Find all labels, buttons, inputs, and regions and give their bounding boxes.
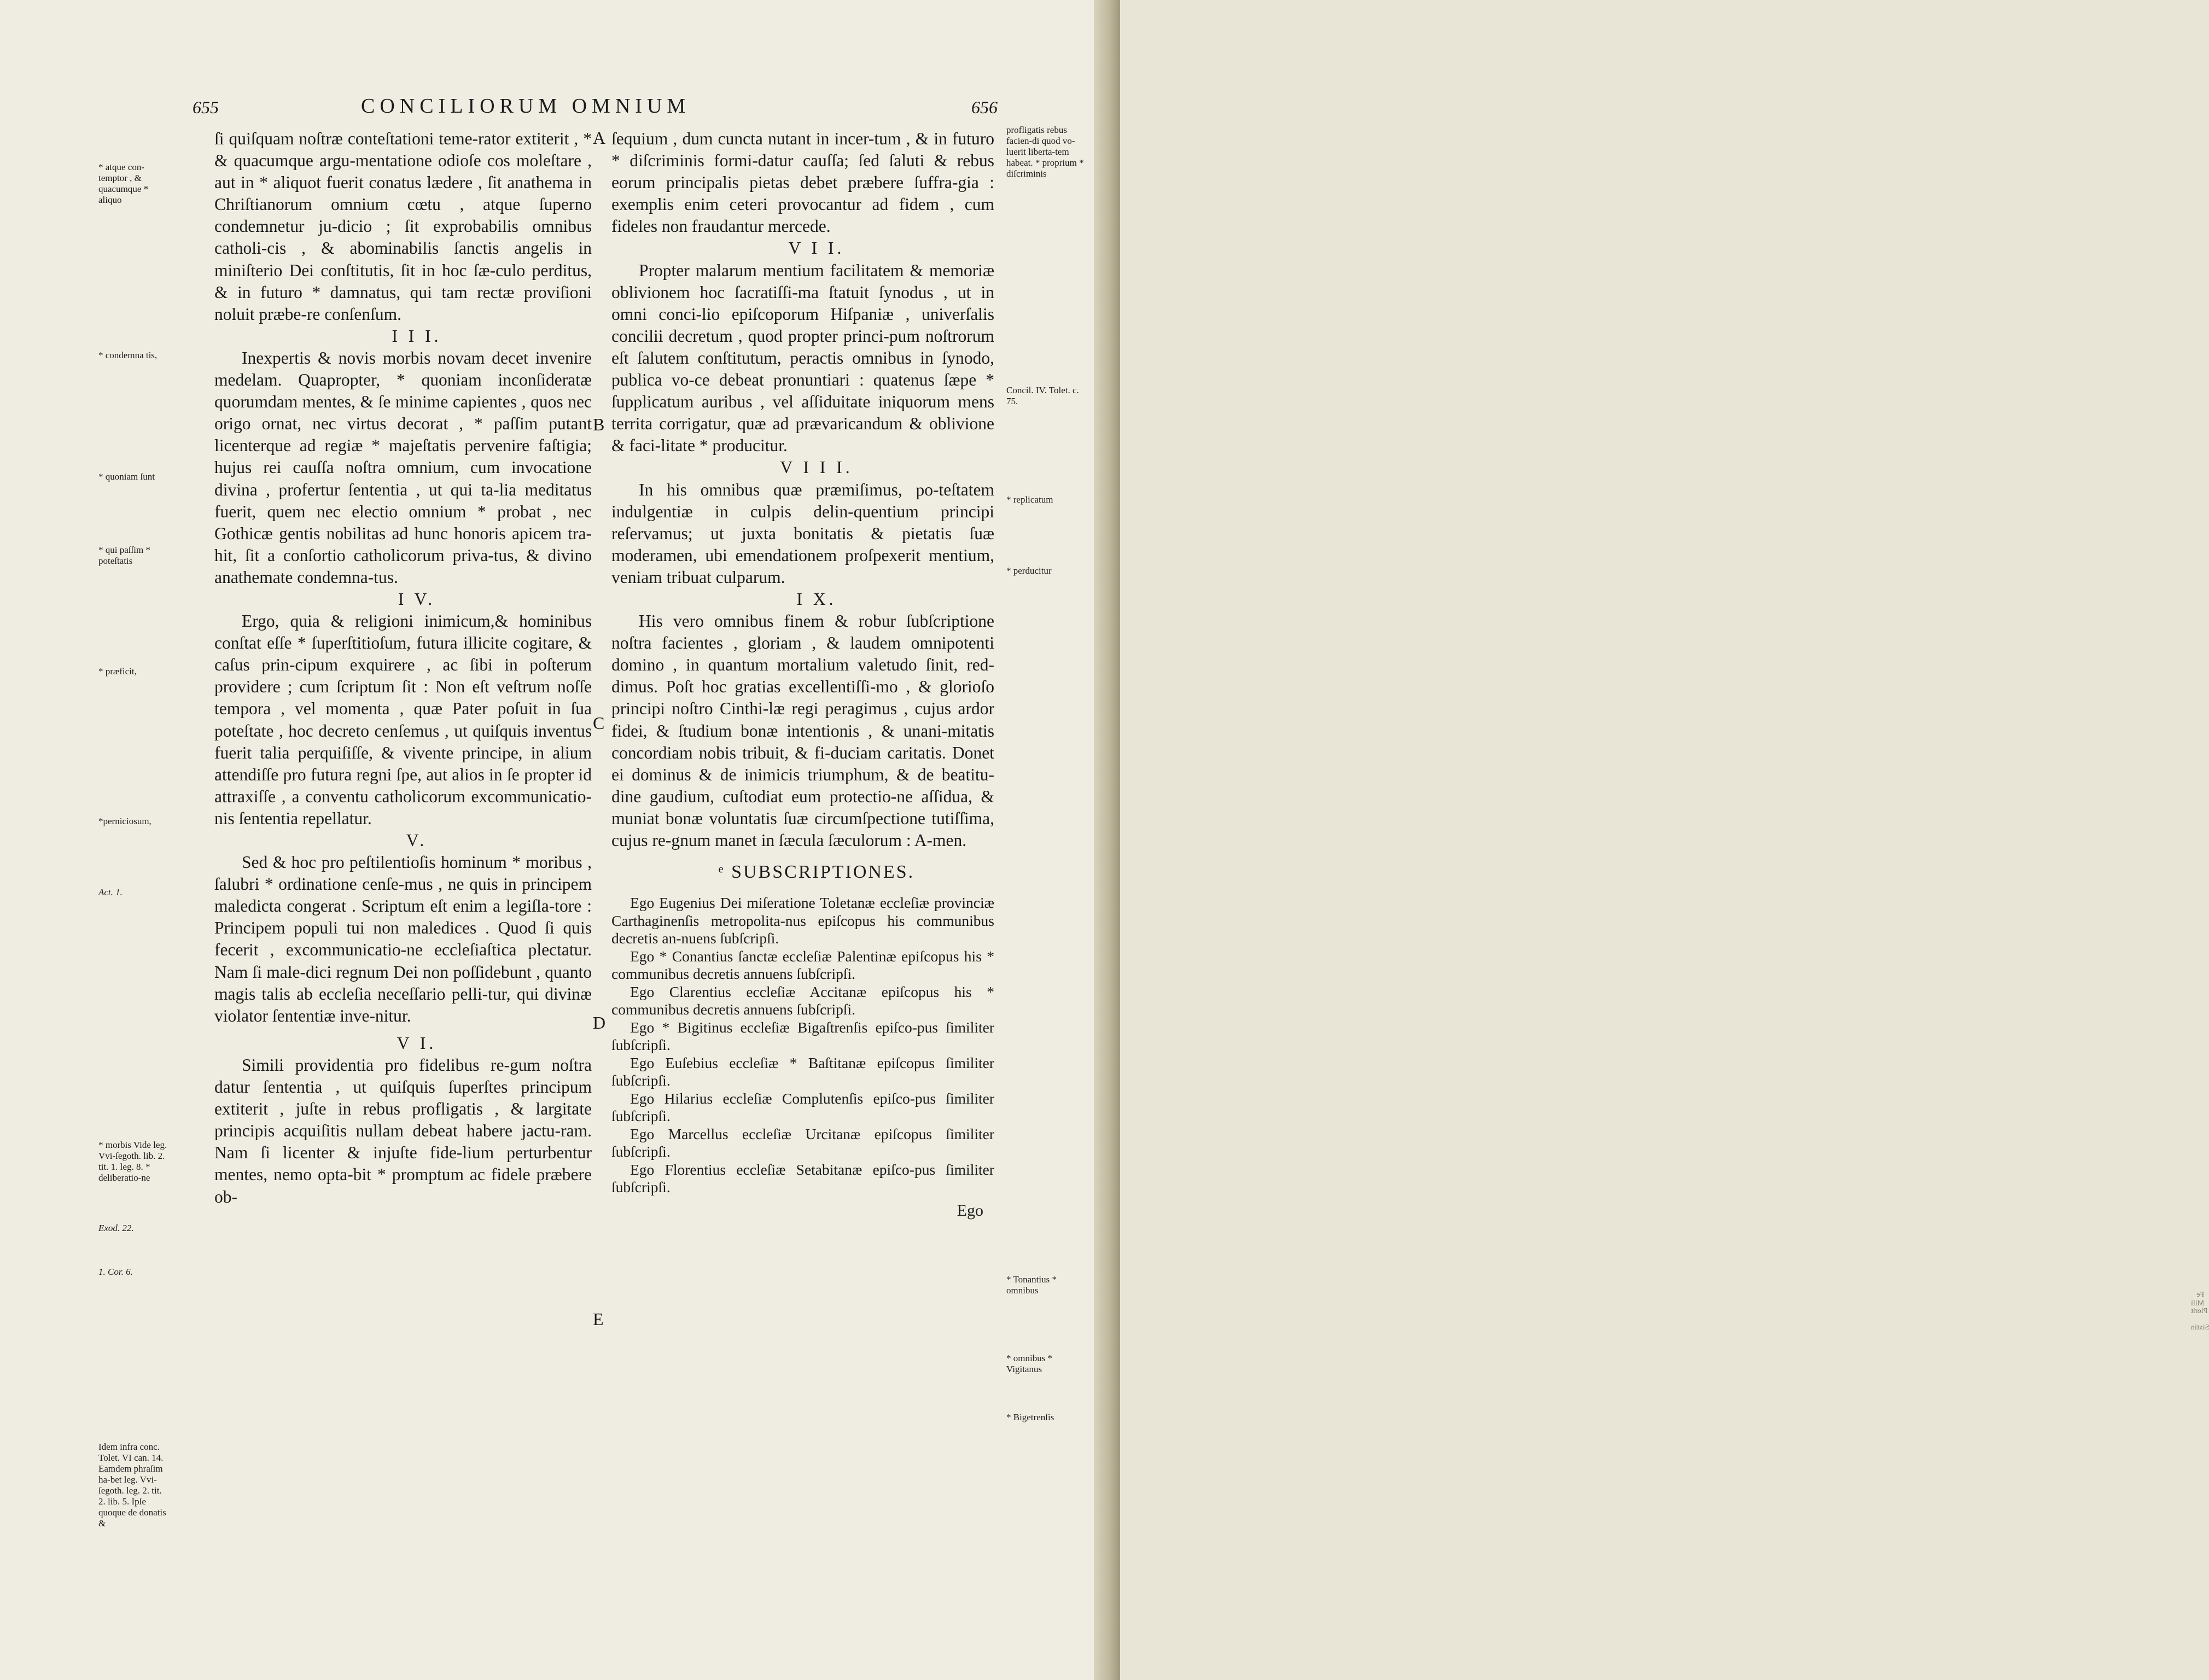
paragraph: ſi quiſquam noſtræ conteſtationi teme-rator extiterit , * & quacumque argu-mentatione odioſe cos moleſtare , aut in * aliquot fuerit conatus lædere , ſit anathema in Chriſtianorum omnium cœtu , atque ſuperno condemnetur ju-dicio ; ſit exprobabilis omnibus catholi-cis , & abominabilis ſanctis angelis in miniſterio Dei conſtitutis, ſit in hoc ſæ-culo perditus, & in futuro * damnatus, qui tam rectæ proviſioni noluit præbe-re conſenſum. xyxy=(214,129,592,324)
paragraph: Propter malarum mentium facilitatem & memoriæ oblivionem hoc ſacratiſſi-ma ſtatuit ſynodus , ut in omni conci-lio epiſcoporum Hiſpaniæ , univerſalis concilii decretum , quod propter princi-pum noſtrorum eſt ſalutem conſtitutum, peractis omnibus in ſynodo, publica vo-ce debeat pronuntiari : quatenus ſæpe * ſupplicatum auribus , vel aſſiduitate iniquorum mens territa corrigatur, quæ ad prævaricandum & oblivione & faci-litate * producitur. xyxy=(611,260,994,456)
section-heading: V. xyxy=(406,831,428,850)
paragraph: His vero omnibus finem & robur ſubſcriptione noſtra facientes , gloriam , & laudem omnipotenti domino , in quantum mortalium valetudo ſinit, red-dimus. Poſt hoc gratias excellentiſſi-mo , & glorioſo principi noſtro Cinthi-læ regi peragimus , cujus ardor fidei, & ſtudium bonæ intentionis , & unani-mitatis concordiam nobis tribuit, & fi-duciam caritatis. Donet ei dominus & de inimicis triumphum, & de beatitu-dine gaudium, cuſtodiat eum protectio-ne aſſidua, & muniat bonæ voluntatis ſuæ circumſpectione tutiſſima, cujus re-gnum manet in ſæcula ſæculorum : A-men. xyxy=(611,611,994,850)
margin-letter: B xyxy=(593,415,605,434)
paragraph: Inexpertis & novis morbis novam decet invenire medelam. Quapropter, * quoniam inconſideratæ quorumdam mentes, & ſe minime capientes , quos nec origo ornat, nec virtus decorat , * paſſim putant licenterque ad regiæ * majeſtatis pervenire faſtigia; hujus rei cauſſa noſtra omnium, cum invocatione divina , profertur ſententia , ut qui ta-lia meditatus fuerit, quem nec electio omnium * probat , nec Gothicæ gentis nobilitas ad hunc honoris apicem tra-hit, ſit a conſortio catholicorum priva-tus, & divino anathemate condemna-tus. xyxy=(214,348,592,587)
subscription-entry: Ego Florentius eccleſiæ Setabitanæ epiſco-pus ſimiliter ſubſcripſi. xyxy=(611,1160,994,1196)
margin-note: Act. 1. xyxy=(98,887,123,897)
left-text-column xyxy=(214,128,592,1208)
subscription-entry: Ego Hilarius eccleſiæ Complutenſis epiſco-pus ſimiliter ſubſcripſi. xyxy=(611,1089,994,1125)
margin-note: * omnibus * Vigitanus xyxy=(1006,1353,1053,1374)
subscription-entry: Ego Euſebius eccleſiæ * Baſtitanæ epiſcopus ſimiliter ſubſcripſi. xyxy=(611,1054,994,1089)
margin-note: Exod. 22. xyxy=(98,1223,134,1233)
paragraph: Ergo, quia & religioni inimicum,& hominibus conſtat eſſe * ſuperſtitioſum, futura illicite cogitare, & caſus prin-cipum exquirere , ac ſibi in poſterum providere ; cum ſcriptum ſit : Non eſt veſtrum noſſe tempora , vel momenta , quæ Pater poſuit in ſua poteſtate , hoc decreto cenſemus , ut quiſquis inventus fuerit talia perquiſiſſe, & vivente principe, in alium attendiſſe pro futura regni ſpe, aut alios in ſe propter id attraxiſſe , a conventu catholicorum excommunicatio-nis ſententia repellatur. xyxy=(214,611,592,828)
margin-note: * condemna tis, xyxy=(98,350,158,360)
margin-letter: C xyxy=(593,713,605,733)
running-title: CONCILIORUM OMNIUM xyxy=(361,95,691,118)
margin-note: Concil. IV. Tolet. c. 75. xyxy=(1006,385,1079,406)
margin-note: * replicatum xyxy=(1006,494,1053,505)
subscription-entry: Ego * Conantius ſanctæ eccleſiæ Palentinæ epiſcopus his * communibus decretis annuens ſubſcripſi. xyxy=(611,947,994,983)
margin-letter: E xyxy=(593,1309,604,1329)
section-heading: V I I. xyxy=(788,238,845,258)
section-heading: I X. xyxy=(796,589,837,609)
bleed-text: Fe Mili xyxy=(2191,1291,2205,1308)
page-number-left: 655 xyxy=(193,97,219,117)
subscriptions-list xyxy=(611,894,994,1197)
paragraph: Sed & hoc pro peſtilentioſis hominum * moribus , ſalubri * ordinatione cenſe-mus , ne quis in principem maledicta congerat . Scriptum eſt enim a legiſla-tore : Principem populi tui non maledices . Quod ſi quis fecerit , excommunicatio-ne eccleſiaſtica plectatur. Nam ſi male-dici regnum Dei non poſſidebunt , quanto magis talis ab eccleſia neceſſario pelli-tur, qui divinæ violator ſententiæ inve-nitur. xyxy=(214,853,592,1025)
margin-letter: A xyxy=(593,128,606,148)
subscriptions-heading: ᵉ SUBSCRIPTIONES. xyxy=(718,862,915,883)
margin-note: 1. Cor. 6. xyxy=(98,1267,133,1277)
page-number-right: 656 xyxy=(971,97,998,117)
book-fore-edge xyxy=(1094,0,2209,1680)
margin-note: Idem infra conc. Tolet. VI can. 14. Eamdem phraſim ha-bet leg. Vvi-ſegoth. leg. 2. tit. 2. lib. 5. Ipſe quoque de donatis & xyxy=(98,1442,166,1529)
margin-note: * atque con-temptor , & quacumque * aliquo xyxy=(98,162,149,205)
paragraph: Simili providentia pro fidelibus re-gum noſtra datur ſententia , ut quiſquis ſuperſtes principum extiterit , juſte in rebus profligatis , & largitate principis acquiſitis nullam debeat habere jactu-ram. Nam ſi licenter & injuſte fide-lium perturbentur mentes, nemo opta-bit * promptum ac fidele præbere ob- xyxy=(214,1055,592,1206)
margin-letter: D xyxy=(593,1013,606,1032)
running-header xyxy=(0,94,1094,127)
section-heading: I I I. xyxy=(392,326,442,346)
paragraph: In his omnibus quæ præmiſimus, po-teſtatem indulgentiæ in culpis delin-quentium principi reſervamus; ut juxta bonitatis & pietatis ſuæ moderamen, ubi emendationem proſpexerit mentium, veniam tribuat culparum. xyxy=(611,480,994,587)
margin-note: * Bigetrenſis xyxy=(1006,1412,1054,1422)
subscription-entry: Ego Marcellus eccleſiæ Urcitanæ epiſcopus ſimiliter ſubſcripſi. xyxy=(611,1125,994,1160)
section-heading: V I I I. xyxy=(780,458,853,477)
book-page xyxy=(0,0,1094,1680)
subscription-entry: Ego Clarentius eccleſiæ Accitanæ epiſcopus his * communibus decretis annuens ſubſcripſi. xyxy=(611,983,994,1018)
margin-note: * qui paſſim * poteſtatis xyxy=(98,545,150,566)
bleed-text: Sixtin xyxy=(2191,1323,2209,1332)
margin-note: profligatis rebus facien-di quod vo-luerit liberta-tem habeat. * proprium * diſcriminis xyxy=(1006,125,1084,179)
catchword: Ego xyxy=(957,1201,983,1220)
subscription-entry: Ego Eugenius Dei miſeratione Toletanæ eccleſiæ provinciæ Carthaginenſis metropolita-nus epiſcopus his communibus decretis an-nuens ſubſcripſi. xyxy=(611,894,994,947)
paragraph: ſequium , dum cuncta nutant in incer-tum , & in futuro * diſcriminis formi-datur cauſſa; ſed ſaluti & rebus eorum principalis pietas debet præbere ſuffra-gia : exemplis enim ceteri provocantur ad fidem , cum fideles non fraudantur mercede. xyxy=(611,129,994,236)
subscription-entry: Ego * Bigitinus eccleſiæ Bigaſtrenſis epiſco-pus ſimiliter ſubſcripſi. xyxy=(611,1018,994,1054)
bleed-text: Pierit xyxy=(2191,1307,2208,1315)
margin-note: * quoniam ſunt xyxy=(98,471,155,482)
margin-note: *perniciosum, xyxy=(98,816,151,826)
margin-note: * præficit, xyxy=(98,666,137,676)
margin-note: * perducitur xyxy=(1006,565,1052,576)
margin-note: * morbis Vide leg. Vvi-ſegoth. lib. 2. tit. 1. leg. 8. * deliberatio-ne xyxy=(98,1140,167,1183)
margin-note: * Tonantius * omnibus xyxy=(1006,1274,1057,1296)
section-heading: I V. xyxy=(398,589,436,609)
section-heading: V I. xyxy=(397,1033,437,1053)
right-text-column xyxy=(611,128,994,1222)
